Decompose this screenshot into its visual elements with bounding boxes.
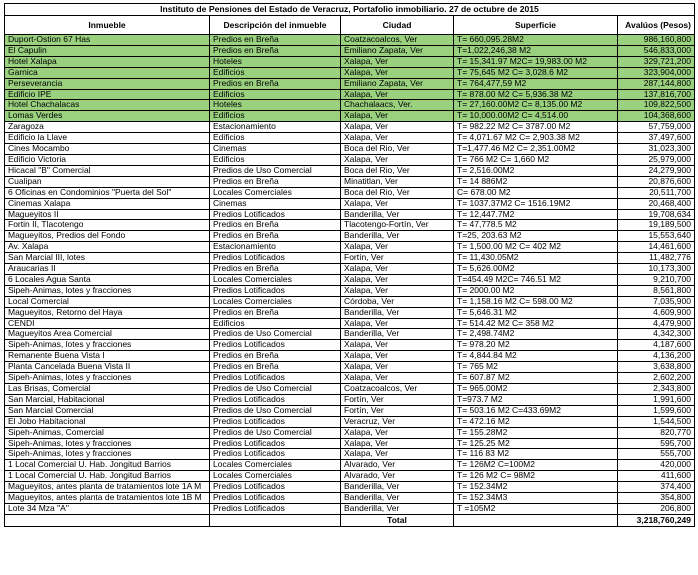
cell-avaluo: 323,904,000 bbox=[618, 67, 695, 78]
cell-ciudad: Boca del Rio, Ver bbox=[341, 144, 454, 155]
cell-superficie: T= 11,430.05M2 bbox=[454, 253, 618, 264]
cell-avaluo: 555,700 bbox=[618, 449, 695, 460]
cell-avaluo: 354,800 bbox=[618, 493, 695, 504]
cell-descripcion: Predios Lotificados bbox=[210, 503, 341, 514]
cell-inmueble: Hotel Chachalacas bbox=[5, 100, 210, 111]
cell-ciudad: Banderilla, Ver bbox=[341, 307, 454, 318]
cell-inmueble: Lomas Verdes bbox=[5, 111, 210, 122]
cell-descripcion: Edificios bbox=[210, 111, 341, 122]
cell-descripcion: Edificios bbox=[210, 89, 341, 100]
cell-inmueble: Magueyitos, antes planta de tratamientos lote 1A M bbox=[5, 482, 210, 493]
cell-descripcion: Predios Lotificados bbox=[210, 253, 341, 264]
table-row bbox=[5, 231, 695, 242]
cell-ciudad: Xalapa, Ver bbox=[341, 362, 454, 373]
table-row bbox=[5, 176, 695, 187]
cell-ciudad: Banderilla, Ver bbox=[341, 329, 454, 340]
cell-descripcion: Predios en Breña bbox=[210, 231, 341, 242]
cell-avaluo: 20,511,700 bbox=[618, 187, 695, 198]
cell-avaluo: 8,561,800 bbox=[618, 285, 695, 296]
cell-superficie: T= 126 M2 C= 98M2 bbox=[454, 471, 618, 482]
cell-superficie: T= 978.20 M2 bbox=[454, 340, 618, 351]
cell-avaluo: 109,822,500 bbox=[618, 100, 695, 111]
cell-inmueble: El Capulin bbox=[5, 45, 210, 56]
cell-avaluo: 57,759,000 bbox=[618, 122, 695, 133]
cell-avaluo: 20,468,400 bbox=[618, 198, 695, 209]
cell-ciudad: Boca del Rio, Ver bbox=[341, 165, 454, 176]
cell-inmueble: 1 Local Comercial U. Hab. Jongitud Barrios bbox=[5, 460, 210, 471]
cell-avaluo: 420,000 bbox=[618, 460, 695, 471]
table-title: Instituto de Pensiones del Estado de Veracruz, Portafolio inmobiliario. 27 de octubre de 2015 bbox=[5, 4, 695, 16]
table-row bbox=[5, 242, 695, 253]
cell-avaluo: 287,144,800 bbox=[618, 78, 695, 89]
table-row bbox=[5, 362, 695, 373]
header-superficie: Superficie bbox=[454, 16, 618, 35]
cell-avaluo: 595,700 bbox=[618, 438, 695, 449]
table-row bbox=[5, 144, 695, 155]
cell-avaluo: 4,136,200 bbox=[618, 351, 695, 362]
cell-superficie: T= 503.16 M2 C=433.69M2 bbox=[454, 405, 618, 416]
cell-inmueble: Sipeh-Animas, lotes y fracciones bbox=[5, 438, 210, 449]
cell-inmueble: Sipeh-Animas, lotes y fracciones bbox=[5, 449, 210, 460]
cell-superficie: C= 678.00 M2 bbox=[454, 187, 618, 198]
cell-superficie: T= 4,844.84 M2 bbox=[454, 351, 618, 362]
table-row bbox=[5, 329, 695, 340]
cell-avaluo: 37,497,600 bbox=[618, 133, 695, 144]
total-spacer bbox=[5, 514, 210, 526]
cell-superficie: T= 2000.00 M2 bbox=[454, 285, 618, 296]
table-row bbox=[5, 45, 695, 56]
cell-superficie: T= 2,516.00M2 bbox=[454, 165, 618, 176]
cell-ciudad: Banderilla, Ver bbox=[341, 503, 454, 514]
cell-descripcion: Locales Comerciales bbox=[210, 187, 341, 198]
cell-avaluo: 19,708,634 bbox=[618, 209, 695, 220]
cell-inmueble: Cines Mocambo bbox=[5, 144, 210, 155]
cell-superficie: T= 14 886M2 bbox=[454, 176, 618, 187]
cell-inmueble: Lote 34 Mza "A" bbox=[5, 503, 210, 514]
cell-superficie: T= 764,477,59 M2 bbox=[454, 78, 618, 89]
cell-superficie: T=1,022,246,38 M2 bbox=[454, 45, 618, 56]
cell-inmueble: Fortin II, Tlacotengo bbox=[5, 220, 210, 231]
cell-ciudad: Córdoba, Ver bbox=[341, 296, 454, 307]
cell-avaluo: 9,210,700 bbox=[618, 274, 695, 285]
table-row bbox=[5, 384, 695, 395]
cell-descripcion: Predios de Uso Comercial bbox=[210, 329, 341, 340]
table-row bbox=[5, 187, 695, 198]
cell-descripcion: Predios Lotificados bbox=[210, 340, 341, 351]
cell-descripcion: Predios de Uso Comercial bbox=[210, 165, 341, 176]
cell-superficie: T= 4,071.67 M2 C= 2,903.38 M2 bbox=[454, 133, 618, 144]
cell-ciudad: Minatitlan, Ver bbox=[341, 176, 454, 187]
cell-descripcion: Predios en Breña bbox=[210, 362, 341, 373]
cell-inmueble: CENDI bbox=[5, 318, 210, 329]
cell-ciudad: Fortín, Ver bbox=[341, 394, 454, 405]
cell-ciudad: Banderilla, Ver bbox=[341, 231, 454, 242]
cell-descripcion: Predios Lotificados bbox=[210, 482, 341, 493]
cell-avaluo: 1,599,600 bbox=[618, 405, 695, 416]
cell-ciudad: Tlacotengo-Fortín, Ver bbox=[341, 220, 454, 231]
cell-inmueble: 6 Oficinas en Condominios "Puerta del Sol" bbox=[5, 187, 210, 198]
cell-inmueble: Remanente Buena Vista I bbox=[5, 351, 210, 362]
cell-ciudad: Xalapa, Ver bbox=[341, 438, 454, 449]
cell-descripcion: Edificios bbox=[210, 318, 341, 329]
cell-ciudad: Fortín, Ver bbox=[341, 253, 454, 264]
cell-descripcion: Predios en Breña bbox=[210, 264, 341, 275]
table-row bbox=[5, 111, 695, 122]
cell-inmueble: Las Brisas, Comercial bbox=[5, 384, 210, 395]
cell-avaluo: 820,770 bbox=[618, 427, 695, 438]
table-body bbox=[5, 35, 695, 515]
cell-inmueble: Local Comercial bbox=[5, 296, 210, 307]
cell-descripcion: Predios Lotificados bbox=[210, 438, 341, 449]
cell-superficie: T= 765 M2 bbox=[454, 362, 618, 373]
cell-superficie: T=25, 203.63 M2 bbox=[454, 231, 618, 242]
total-label: Total bbox=[341, 514, 454, 526]
cell-descripcion: Edificios bbox=[210, 133, 341, 144]
header-inmueble: Inmueble bbox=[5, 16, 210, 35]
cell-ciudad: Xalapa, Ver bbox=[341, 56, 454, 67]
cell-descripcion: Predios Lotificados bbox=[210, 416, 341, 427]
cell-descripcion: Predios en Breña bbox=[210, 307, 341, 318]
cell-inmueble: Edificio la Llave bbox=[5, 133, 210, 144]
cell-avaluo: 4,342,300 bbox=[618, 329, 695, 340]
cell-avaluo: 329,721,200 bbox=[618, 56, 695, 67]
cell-avaluo: 206,800 bbox=[618, 503, 695, 514]
cell-descripcion: Locales Comerciales bbox=[210, 274, 341, 285]
cell-descripcion: Predios de Uso Comercial bbox=[210, 384, 341, 395]
cell-ciudad: Xalapa, Ver bbox=[341, 198, 454, 209]
total-spacer bbox=[454, 514, 618, 526]
cell-descripcion: Predios en Breña bbox=[210, 78, 341, 89]
cell-inmueble: Sipeh-Animas, lotes y fracciones bbox=[5, 373, 210, 384]
table-row bbox=[5, 340, 695, 351]
cell-avaluo: 4,187,600 bbox=[618, 340, 695, 351]
cell-descripcion: Edificios bbox=[210, 154, 341, 165]
cell-ciudad: Xalapa, Ver bbox=[341, 133, 454, 144]
cell-inmueble: San Marcial, Habitacional bbox=[5, 394, 210, 405]
cell-superficie: T= 152.34M2 bbox=[454, 482, 618, 493]
table-row bbox=[5, 209, 695, 220]
cell-superficie: T= 766 M2 C= 1,660 M2 bbox=[454, 154, 618, 165]
table-row bbox=[5, 78, 695, 89]
cell-ciudad: Xalapa, Ver bbox=[341, 285, 454, 296]
cell-inmueble: Sipeh-Animas, lotes y fracciones bbox=[5, 340, 210, 351]
portfolio-sheet bbox=[4, 3, 694, 527]
table-row bbox=[5, 285, 695, 296]
cell-inmueble: Magueyitos, antes planta de tratamientos lote 1B M bbox=[5, 493, 210, 504]
cell-ciudad: Xalapa, Ver bbox=[341, 351, 454, 362]
table-row bbox=[5, 438, 695, 449]
cell-ciudad: Xalapa, Ver bbox=[341, 318, 454, 329]
table-row bbox=[5, 471, 695, 482]
table-row bbox=[5, 35, 695, 46]
cell-inmueble: San Marcial Comercial bbox=[5, 405, 210, 416]
cell-inmueble: Planta Cancelada Buena Vista II bbox=[5, 362, 210, 373]
cell-descripcion: Estacionamiento bbox=[210, 242, 341, 253]
cell-descripcion: Edificios bbox=[210, 67, 341, 78]
cell-superficie: T= 1,158.16 M2 C= 598.00 M2 bbox=[454, 296, 618, 307]
table-row bbox=[5, 264, 695, 275]
cell-inmueble: Araucarias II bbox=[5, 264, 210, 275]
cell-inmueble: Hicacal "B" Comercial bbox=[5, 165, 210, 176]
table-row bbox=[5, 318, 695, 329]
total-row bbox=[5, 514, 695, 526]
cell-avaluo: 546,833,000 bbox=[618, 45, 695, 56]
cell-inmueble: Hotel Xalapa bbox=[5, 56, 210, 67]
cell-inmueble: Perseverancia bbox=[5, 78, 210, 89]
table-row bbox=[5, 427, 695, 438]
cell-superficie: T= 12,447.7M2 bbox=[454, 209, 618, 220]
header-ciudad: Ciudad bbox=[341, 16, 454, 35]
cell-descripcion: Hoteles bbox=[210, 100, 341, 111]
header-descripcion: Descripción del inmueble bbox=[210, 16, 341, 35]
cell-descripcion: Locales Comerciales bbox=[210, 471, 341, 482]
total-spacer bbox=[210, 514, 341, 526]
cell-ciudad: Emiliano Zapata, Ver bbox=[341, 78, 454, 89]
cell-avaluo: 14,461,600 bbox=[618, 242, 695, 253]
cell-inmueble: Garnica bbox=[5, 67, 210, 78]
cell-inmueble: Edificio Victoria bbox=[5, 154, 210, 165]
table-row bbox=[5, 307, 695, 318]
cell-ciudad: Emiliano Zapata, Ver bbox=[341, 45, 454, 56]
header-avaluos: Avalúos (Pesos) bbox=[618, 16, 695, 35]
cell-superficie: T= 27,160.00M2 C= 8,135.00 M2 bbox=[454, 100, 618, 111]
cell-superficie: T= 116 83 M2 bbox=[454, 449, 618, 460]
cell-superficie: T= 10,000.00M2 C= 4,514.00 bbox=[454, 111, 618, 122]
cell-superficie: T= 125.25 M2 bbox=[454, 438, 618, 449]
table-row bbox=[5, 394, 695, 405]
cell-descripcion: Cinemas bbox=[210, 198, 341, 209]
cell-avaluo: 137,816,700 bbox=[618, 89, 695, 100]
table-row bbox=[5, 253, 695, 264]
cell-superficie: T =105M2 bbox=[454, 503, 618, 514]
cell-inmueble: Zaragoza bbox=[5, 122, 210, 133]
cell-descripcion: Hoteles bbox=[210, 56, 341, 67]
cell-ciudad: Xalapa, Ver bbox=[341, 373, 454, 384]
cell-superficie: T=1,477.46 M2 C= 2,351.00M2 bbox=[454, 144, 618, 155]
table-row bbox=[5, 373, 695, 384]
table-row bbox=[5, 165, 695, 176]
cell-inmueble: El Jobo Habitacional bbox=[5, 416, 210, 427]
cell-superficie: T= 1,500.00 M2 C= 402 M2 bbox=[454, 242, 618, 253]
table-row bbox=[5, 274, 695, 285]
table-row bbox=[5, 198, 695, 209]
cell-superficie: T=454.49 M2C= 746.51 M2 bbox=[454, 274, 618, 285]
cell-descripcion: Estacionamiento bbox=[210, 122, 341, 133]
cell-avaluo: 3,638,800 bbox=[618, 362, 695, 373]
cell-superficie: T= 514.42 M2 C= 358 M2 bbox=[454, 318, 618, 329]
table-row bbox=[5, 503, 695, 514]
cell-superficie: T= 982.22 M2 C= 3787.00 M2 bbox=[454, 122, 618, 133]
cell-avaluo: 104,368,600 bbox=[618, 111, 695, 122]
table-row bbox=[5, 133, 695, 144]
cell-superficie: T= 126M2 C=100M2 bbox=[454, 460, 618, 471]
cell-avaluo: 2,343,800 bbox=[618, 384, 695, 395]
table-row bbox=[5, 460, 695, 471]
cell-descripcion: Locales Comerciales bbox=[210, 460, 341, 471]
table-row bbox=[5, 416, 695, 427]
cell-superficie: T= 965.00M2 bbox=[454, 384, 618, 395]
cell-avaluo: 10,173,300 bbox=[618, 264, 695, 275]
cell-inmueble: 6 Locales Agua Santa bbox=[5, 274, 210, 285]
cell-inmueble: Magueyitos Area Comercial bbox=[5, 329, 210, 340]
cell-ciudad: Coatzacoalcos, Ver bbox=[341, 35, 454, 46]
table-row bbox=[5, 482, 695, 493]
cell-descripcion: Predios en Breña bbox=[210, 45, 341, 56]
cell-descripcion: Predios Lotificados bbox=[210, 493, 341, 504]
cell-descripcion: Predios de Uso Comercial bbox=[210, 405, 341, 416]
total-value: 3,218,760,249 bbox=[618, 514, 695, 526]
table-row bbox=[5, 154, 695, 165]
table-row bbox=[5, 220, 695, 231]
cell-superficie: T= 155.28M2 bbox=[454, 427, 618, 438]
table-row bbox=[5, 351, 695, 362]
cell-ciudad: Veracruz, Ver bbox=[341, 416, 454, 427]
cell-avaluo: 4,609,900 bbox=[618, 307, 695, 318]
cell-avaluo: 24,279,900 bbox=[618, 165, 695, 176]
cell-ciudad: Xalapa, Ver bbox=[341, 89, 454, 100]
table-row bbox=[5, 493, 695, 504]
cell-avaluo: 20,876,600 bbox=[618, 176, 695, 187]
cell-inmueble: Cinemas Xalapa bbox=[5, 198, 210, 209]
cell-avaluo: 7,035,900 bbox=[618, 296, 695, 307]
cell-ciudad: Banderilla, Ver bbox=[341, 493, 454, 504]
cell-ciudad: Xalapa, Ver bbox=[341, 67, 454, 78]
cell-descripcion: Predios Lotificados bbox=[210, 209, 341, 220]
cell-avaluo: 31,023,300 bbox=[618, 144, 695, 155]
table-row bbox=[5, 296, 695, 307]
cell-descripcion: Cinemas bbox=[210, 144, 341, 155]
cell-descripcion: Predios en Breña bbox=[210, 35, 341, 46]
cell-inmueble: Edificio IPE bbox=[5, 89, 210, 100]
cell-inmueble: Av. Xalapa bbox=[5, 242, 210, 253]
cell-avaluo: 2,602,200 bbox=[618, 373, 695, 384]
cell-avaluo: 1,991,600 bbox=[618, 394, 695, 405]
table-row bbox=[5, 89, 695, 100]
cell-superficie: T= 152.34M3 bbox=[454, 493, 618, 504]
cell-inmueble: Sipeh-Animas, lotes y fracciones bbox=[5, 285, 210, 296]
cell-avaluo: 19,189,500 bbox=[618, 220, 695, 231]
cell-ciudad: Xalapa, Ver bbox=[341, 274, 454, 285]
portfolio-table bbox=[4, 3, 695, 527]
cell-ciudad: Chachalaacs, Ver. bbox=[341, 100, 454, 111]
cell-ciudad: Alvarado, Ver bbox=[341, 460, 454, 471]
cell-inmueble: Magueyitos II bbox=[5, 209, 210, 220]
cell-inmueble: Sipeh-Animas, Comercial bbox=[5, 427, 210, 438]
header-row bbox=[5, 16, 695, 35]
table-row bbox=[5, 56, 695, 67]
cell-avaluo: 11,482,776 bbox=[618, 253, 695, 264]
cell-avaluo: 986,160,800 bbox=[618, 35, 695, 46]
table-row bbox=[5, 405, 695, 416]
cell-avaluo: 1,544,500 bbox=[618, 416, 695, 427]
cell-superficie: T= 878.00 M2 C= 5,936.38 M2 bbox=[454, 89, 618, 100]
cell-superficie: T= 660,095.28M2 bbox=[454, 35, 618, 46]
table-row bbox=[5, 122, 695, 133]
cell-descripcion: Locales Comerciales bbox=[210, 296, 341, 307]
cell-inmueble: Cualipan bbox=[5, 176, 210, 187]
cell-descripcion: Predios Lotificados bbox=[210, 449, 341, 460]
cell-descripcion: Predios de Uso Comercial bbox=[210, 427, 341, 438]
cell-descripcion: Predios Lotificados bbox=[210, 373, 341, 384]
cell-descripcion: Predios Lotificados bbox=[210, 285, 341, 296]
cell-superficie: T= 47,778.5 M2 bbox=[454, 220, 618, 231]
cell-ciudad: Xalapa, Ver bbox=[341, 122, 454, 133]
table-row bbox=[5, 100, 695, 111]
cell-superficie: T= 1037.37M2 C= 1516.19M2 bbox=[454, 198, 618, 209]
cell-descripcion: Predios Lotificados bbox=[210, 394, 341, 405]
cell-ciudad: Coatzacoalcos, Ver bbox=[341, 384, 454, 395]
cell-inmueble: Magueyitos, Predios del Fondo bbox=[5, 231, 210, 242]
cell-ciudad: Alvarado, Ver bbox=[341, 471, 454, 482]
cell-superficie: T= 472.16 M2 bbox=[454, 416, 618, 427]
cell-ciudad: Xalapa, Ver bbox=[341, 154, 454, 165]
cell-ciudad: Xalapa, Ver bbox=[341, 264, 454, 275]
table-row bbox=[5, 449, 695, 460]
cell-superficie: T= 5,646.31 M2 bbox=[454, 307, 618, 318]
cell-ciudad: Xalapa, Ver bbox=[341, 242, 454, 253]
cell-avaluo: 15,553,640 bbox=[618, 231, 695, 242]
cell-avaluo: 4,479,900 bbox=[618, 318, 695, 329]
cell-ciudad: Boca del Rio, Ver bbox=[341, 187, 454, 198]
cell-avaluo: 25,979,000 bbox=[618, 154, 695, 165]
cell-ciudad: Xalapa, Ver bbox=[341, 340, 454, 351]
cell-avaluo: 411,600 bbox=[618, 471, 695, 482]
cell-superficie: T= 607.87 M2 bbox=[454, 373, 618, 384]
cell-ciudad: Fortín, Ver bbox=[341, 405, 454, 416]
cell-superficie: T=973.7 M2 bbox=[454, 394, 618, 405]
cell-avaluo: 374,400 bbox=[618, 482, 695, 493]
table-row bbox=[5, 67, 695, 78]
cell-inmueble: San Marcial III, lotes bbox=[5, 253, 210, 264]
cell-descripcion: Predios en Breña bbox=[210, 176, 341, 187]
cell-ciudad: Banderilla, Ver bbox=[341, 482, 454, 493]
cell-superficie: T= 15,341.97 M2C= 19,983.00 M2 bbox=[454, 56, 618, 67]
cell-descripcion: Predios en Breña bbox=[210, 351, 341, 362]
cell-inmueble: 1 Local Comercial U. Hab. Jongitud Barrios bbox=[5, 471, 210, 482]
cell-ciudad: Xalapa, Ver bbox=[341, 111, 454, 122]
cell-superficie: T= 75,645 M2 C= 3,028.6 M2 bbox=[454, 67, 618, 78]
cell-ciudad: Xalapa, Ver bbox=[341, 427, 454, 438]
cell-descripcion: Predios en Breña bbox=[210, 220, 341, 231]
cell-superficie: T= 5,626.00M2 bbox=[454, 264, 618, 275]
cell-ciudad: Xalapa, Ver bbox=[341, 449, 454, 460]
cell-superficie: T= 2,498.74M2 bbox=[454, 329, 618, 340]
cell-inmueble: Duport-Ostion 67 Has bbox=[5, 35, 210, 46]
cell-inmueble: Magueyitos, Retorno del Haya bbox=[5, 307, 210, 318]
cell-ciudad: Banderilla, Ver bbox=[341, 209, 454, 220]
